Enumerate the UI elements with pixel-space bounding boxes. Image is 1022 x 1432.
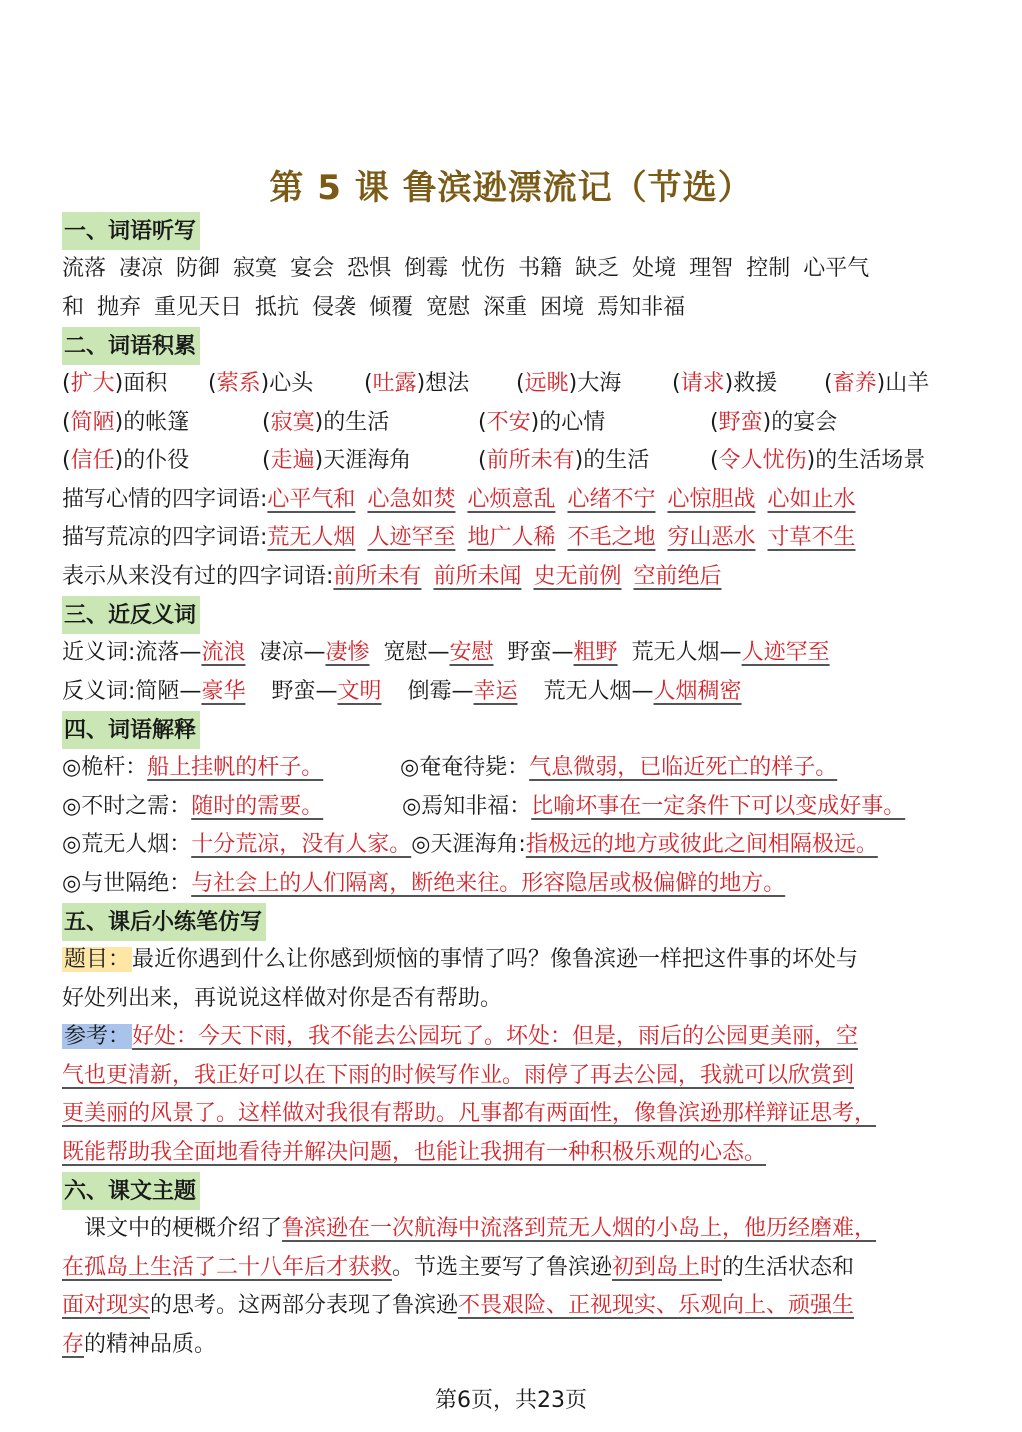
- explain-def: 随时的需要。: [191, 793, 324, 819]
- paren: (: [62, 409, 71, 435]
- idiom-answer: 史无前例: [533, 563, 622, 589]
- accum-row-3: [62, 442, 962, 481]
- explain-def: 指极远的地方或彼此之间相隔极远。: [525, 832, 878, 857]
- paren: ): [314, 448, 324, 473]
- phrase-answer: 请求: [680, 371, 725, 396]
- paren: ): [114, 371, 124, 396]
- phrase-answer: 令人忧伤: [718, 448, 807, 473]
- phrase-text: 想法: [425, 371, 470, 396]
- word-pair: [407, 673, 517, 712]
- paren: (: [364, 371, 373, 396]
- page-footer: 第6页，共23页: [435, 1388, 587, 1413]
- dictation-word: 深重: [483, 294, 528, 320]
- phrase-answer: 寂寞: [270, 409, 315, 435]
- dictation-word: 抛弃: [97, 294, 142, 320]
- phrase-item: [262, 442, 478, 481]
- explain-item: [400, 749, 837, 788]
- word-answer: 人迹罕至: [741, 640, 830, 665]
- phrase-item: [478, 404, 710, 443]
- dictation-line-1: [62, 250, 962, 289]
- dictation-word: 忧伤: [461, 256, 506, 281]
- paren: ): [530, 409, 540, 435]
- section-heading: 一、词语听写: [62, 212, 200, 250]
- section-2: [62, 327, 962, 596]
- theme-line-2: [62, 1249, 962, 1288]
- explain-def: 比喻坏事在一定条件下可以变成好事。: [531, 793, 906, 819]
- idiom-answer: 穷山恶水: [667, 525, 756, 550]
- explain-def: 十分荒凉，没有人家。: [191, 832, 412, 857]
- phrase-text: 山羊: [885, 371, 930, 396]
- idiom-answer: 地广人稀: [467, 525, 556, 550]
- phrase-item: [672, 365, 824, 404]
- section-heading: 六、课文主题: [62, 1172, 200, 1210]
- section-6: [62, 1172, 962, 1364]
- section-heading: 五、课后小练笔仿写: [62, 903, 266, 941]
- word-pair: [135, 634, 245, 673]
- dictation-word: 控制: [746, 256, 791, 281]
- paren: ): [114, 448, 124, 473]
- theme-text: 的思考。这两部分表现了鲁滨逊: [150, 1293, 459, 1318]
- synonym-line: [62, 634, 962, 673]
- phrase-answer: 畜养: [832, 371, 877, 396]
- word-pair: [632, 634, 830, 673]
- dictation-word: 抵抗: [255, 294, 300, 320]
- explain-item: [411, 826, 878, 865]
- answer-line-3: [62, 1095, 962, 1134]
- question-tag: 题目：: [64, 947, 131, 972]
- dictation-word: 倾覆: [369, 294, 414, 320]
- paren: ): [314, 409, 324, 435]
- word-source: 宽慰—: [383, 640, 450, 665]
- dictation-word: 防御: [176, 256, 221, 281]
- answer-text: 既能帮助我全面地看待并解决问题，也能让我拥有一种积极乐观的心态。: [62, 1139, 767, 1165]
- paren: ): [114, 409, 124, 435]
- question-line-1: [62, 941, 962, 980]
- theme-line-1: [62, 1210, 962, 1249]
- explain-term: ◎荒无人烟：: [62, 832, 192, 857]
- explain-row-3: [62, 826, 962, 865]
- theme-answer: 在孤岛上生活了二十八年后才获救: [62, 1254, 393, 1280]
- idiom-answer: 寸草不生: [767, 525, 856, 550]
- word-source: 流落—: [135, 640, 202, 665]
- word-source: 荒无人烟—: [631, 640, 742, 665]
- dictation-word: 寂寞: [233, 256, 278, 281]
- paren: (: [672, 371, 681, 396]
- dictation-word: 和: [62, 294, 85, 320]
- explain-term: ◎奄奄待毙：: [400, 755, 530, 780]
- explain-def: 船上挂帆的杆子。: [147, 755, 324, 780]
- theme-answer: 存: [62, 1331, 85, 1357]
- phrase-text: 天涯海角: [323, 448, 412, 473]
- theme-text: 课文中的梗概介绍了: [84, 1216, 283, 1241]
- phrase-answer: 扩大: [70, 371, 115, 396]
- answer-text: 好处：今天下雨，我不能去公园玩了。坏处：但是，雨后的公园更美丽，空: [132, 1024, 859, 1049]
- paren: (: [478, 409, 487, 435]
- word-source: 简陋—: [135, 678, 202, 704]
- phrase-item: [824, 365, 964, 404]
- section-4: [62, 711, 962, 903]
- paren: (: [710, 409, 719, 435]
- phrase-item: [208, 365, 364, 404]
- dictation-word: 焉知非福: [597, 294, 686, 320]
- answer-line-1: [62, 1018, 962, 1057]
- never-words: [62, 558, 962, 597]
- theme-text: 的精神品质。: [84, 1331, 217, 1357]
- phrase-answer: 信任: [70, 448, 115, 473]
- phrase-item: [710, 404, 910, 443]
- paren: (: [516, 371, 525, 396]
- idiom-answer: 前所未有: [333, 563, 422, 589]
- word-pair: [544, 673, 742, 712]
- idiom-answer: 空前绝后: [633, 563, 722, 589]
- phrase-text: 的仆役: [123, 448, 190, 473]
- word-source: 荒无人烟—: [543, 678, 654, 704]
- word-answer: 粗野: [573, 640, 618, 665]
- paren: (: [62, 371, 71, 396]
- phrase-item: [262, 404, 478, 443]
- dictation-word: 倒霉: [404, 256, 449, 281]
- paren: (: [478, 448, 487, 473]
- paren: (: [208, 371, 217, 396]
- theme-answer: 鲁滨逊在一次航海中流落到荒无人烟的小岛上，他历经磨难，: [282, 1216, 877, 1241]
- never-label: 表示从来没有过的四字词语:: [62, 563, 334, 589]
- word-source: 野蛮—: [271, 678, 338, 704]
- paren: (: [62, 448, 71, 473]
- answer-line-4: [62, 1134, 962, 1173]
- idiom-answer: 心急如焚: [367, 486, 456, 512]
- word-answer: 安慰: [449, 640, 494, 665]
- dictation-word: 处境: [632, 256, 677, 281]
- phrase-answer: 简陋: [70, 409, 115, 435]
- phrase-answer: 走遍: [270, 448, 315, 473]
- word-answer: 幸运: [473, 678, 518, 704]
- idiom-answer: 心如止水: [767, 486, 856, 512]
- explain-term: ◎不时之需：: [62, 793, 192, 819]
- dictation-word: 缺乏: [575, 256, 620, 281]
- paren: ): [568, 371, 578, 396]
- word-source: 倒霉—: [407, 678, 474, 704]
- idiom-answer: 心惊胆战: [667, 486, 756, 512]
- page-title: 第 5 课 鲁滨逊漂流记（节选）: [269, 168, 753, 208]
- explain-item: [62, 826, 411, 865]
- phrase-text: 面积: [123, 371, 168, 396]
- synonym-label: 近义词:: [62, 640, 136, 665]
- dictation-word: 流落: [62, 256, 107, 281]
- paren: ): [724, 371, 734, 396]
- accum-row-2: [62, 404, 962, 443]
- phrase-text: 的帐篷: [123, 409, 190, 435]
- explain-term: ◎焉知非福：: [402, 793, 532, 819]
- phrase-answer: 前所未有: [486, 448, 575, 473]
- dictation-word: 心平气: [803, 256, 870, 281]
- theme-text: 的生活状态和: [722, 1254, 855, 1280]
- explain-item: [402, 788, 905, 827]
- section-1: [62, 212, 962, 327]
- explain-term: ◎桅杆：: [62, 755, 148, 780]
- paren: (: [824, 371, 833, 396]
- dictation-word: 书籍: [518, 256, 563, 281]
- word-source: 凄凉—: [259, 640, 326, 665]
- idiom-answer: 心绪不宁: [567, 486, 656, 512]
- phrase-item: [62, 442, 262, 481]
- paren: ): [574, 448, 584, 473]
- word-answer: 文明: [337, 678, 382, 704]
- explain-def: 与社会上的人们隔离，断绝来往。形容隐居或极偏僻的地方。: [191, 870, 786, 896]
- section-heading: 三、近反义词: [62, 596, 200, 634]
- phrase-text: 救援: [733, 371, 778, 396]
- explain-term: ◎与世隔绝：: [62, 870, 192, 896]
- phrase-answer: 吐露: [372, 371, 417, 396]
- word-answer: 凄惨: [325, 640, 370, 665]
- dictation-line-2: [62, 289, 962, 328]
- desolate-words: [62, 519, 962, 558]
- phrase-answer: 萦系: [216, 371, 261, 396]
- section-5: [62, 903, 962, 1172]
- dictation-word: 恐惧: [347, 256, 392, 281]
- theme-answer: 面对现实: [62, 1293, 151, 1318]
- dictation-word: 困境: [540, 294, 585, 320]
- phrase-item: [710, 442, 960, 481]
- answer-text: 气也更清新，我正好可以在下雨的时候写作业。雨停了再去公园，我就可以欣赏到: [62, 1062, 855, 1088]
- dictation-word: 侵袭: [312, 294, 357, 320]
- question-text: 好处列出来，再说说这样做对你是否有帮助。: [62, 985, 503, 1011]
- desolate-label: 描写荒凉的四字词语:: [62, 525, 268, 550]
- idiom-answer: 前所未闻: [433, 563, 522, 589]
- theme-answer: 初到岛上时: [612, 1254, 723, 1280]
- paren: ): [806, 448, 816, 473]
- theme-line-4: [62, 1326, 962, 1365]
- dictation-word: 理智: [689, 256, 734, 281]
- dictation-word: 宴会: [290, 256, 335, 281]
- content: [62, 212, 962, 1364]
- idiom-answer: 人迹罕至: [367, 525, 456, 550]
- phrase-item: [62, 404, 262, 443]
- phrase-text: 的宴会: [771, 409, 838, 435]
- antonym-label: 反义词:: [62, 678, 136, 704]
- phrase-text: 大海: [577, 371, 622, 396]
- explain-row-4: [62, 865, 962, 904]
- paren: ): [416, 371, 426, 396]
- word-answer: 流浪: [201, 640, 246, 665]
- idiom-answer: 心烦意乱: [467, 486, 556, 512]
- mood-label: 描写心情的四字词语:: [62, 486, 268, 512]
- paren: ): [876, 371, 886, 396]
- explain-term: ◎天涯海角:: [411, 832, 526, 857]
- antonym-line: [62, 673, 962, 712]
- word-pair: [508, 634, 618, 673]
- phrase-answer: 远眺: [524, 371, 569, 396]
- section-heading: 二、词语积累: [62, 327, 200, 365]
- mood-words: [62, 481, 962, 520]
- theme-answer: 不畏艰险、正视现实、乐观向上、顽强生: [458, 1293, 855, 1318]
- idiom-answer: 荒无人烟: [267, 525, 356, 550]
- explain-row-2: [62, 788, 962, 827]
- explain-def: 气息微弱，已临近死亡的样子。: [529, 755, 838, 780]
- paren: ): [762, 409, 772, 435]
- word-pair: [259, 634, 369, 673]
- accum-row-1: [62, 365, 962, 404]
- word-answer: 人烟稠密: [653, 678, 742, 704]
- idiom-answer: 不毛之地: [567, 525, 656, 550]
- word-pair: [135, 673, 245, 712]
- word-source: 野蛮—: [507, 640, 574, 665]
- word-answer: 豪华: [201, 678, 246, 704]
- paren: (: [262, 448, 271, 473]
- explain-row-1: [62, 749, 962, 788]
- phrase-text: 心头: [269, 371, 314, 396]
- phrase-answer: 野蛮: [718, 409, 763, 435]
- word-pair: [271, 673, 381, 712]
- dictation-word: 宽慰: [426, 294, 471, 320]
- paren: (: [262, 409, 271, 435]
- paren: ): [260, 371, 270, 396]
- phrase-item: [62, 365, 208, 404]
- answer-text: 更美丽的风景了。这样做对我很有帮助。凡事都有两面性，像鲁滨逊那样辩证思考，: [62, 1101, 877, 1126]
- phrase-item: [478, 442, 710, 481]
- answer-line-2: [62, 1057, 962, 1096]
- question-line-2: [62, 980, 962, 1019]
- paren: (: [710, 448, 719, 473]
- dictation-word: 重见天日: [154, 294, 243, 320]
- section-heading: 四、词语解释: [62, 711, 200, 749]
- dictation-word: 凄凉: [119, 256, 164, 281]
- explain-item: [62, 788, 402, 827]
- section-3: [62, 596, 962, 711]
- idiom-answer: 心平气和: [267, 486, 356, 512]
- phrase-item: [516, 365, 672, 404]
- phrase-answer: 不安: [486, 409, 531, 435]
- phrase-text: 的生活: [323, 409, 390, 435]
- phrase-item: [364, 365, 516, 404]
- word-pair: [383, 634, 493, 673]
- theme-line-3: [62, 1287, 962, 1326]
- phrase-text: 的生活: [583, 448, 650, 473]
- explain-item: [62, 749, 400, 788]
- question-text: 最近你遇到什么让你感到烦恼的事情了吗？像鲁滨逊一样把这件事的坏处与: [132, 947, 859, 972]
- answer-tag: 参考：: [64, 1024, 131, 1049]
- phrase-text: 的生活场景: [815, 448, 926, 473]
- theme-text: 。节选主要写了鲁滨逊: [392, 1254, 613, 1280]
- phrase-text: 的心情: [539, 409, 606, 435]
